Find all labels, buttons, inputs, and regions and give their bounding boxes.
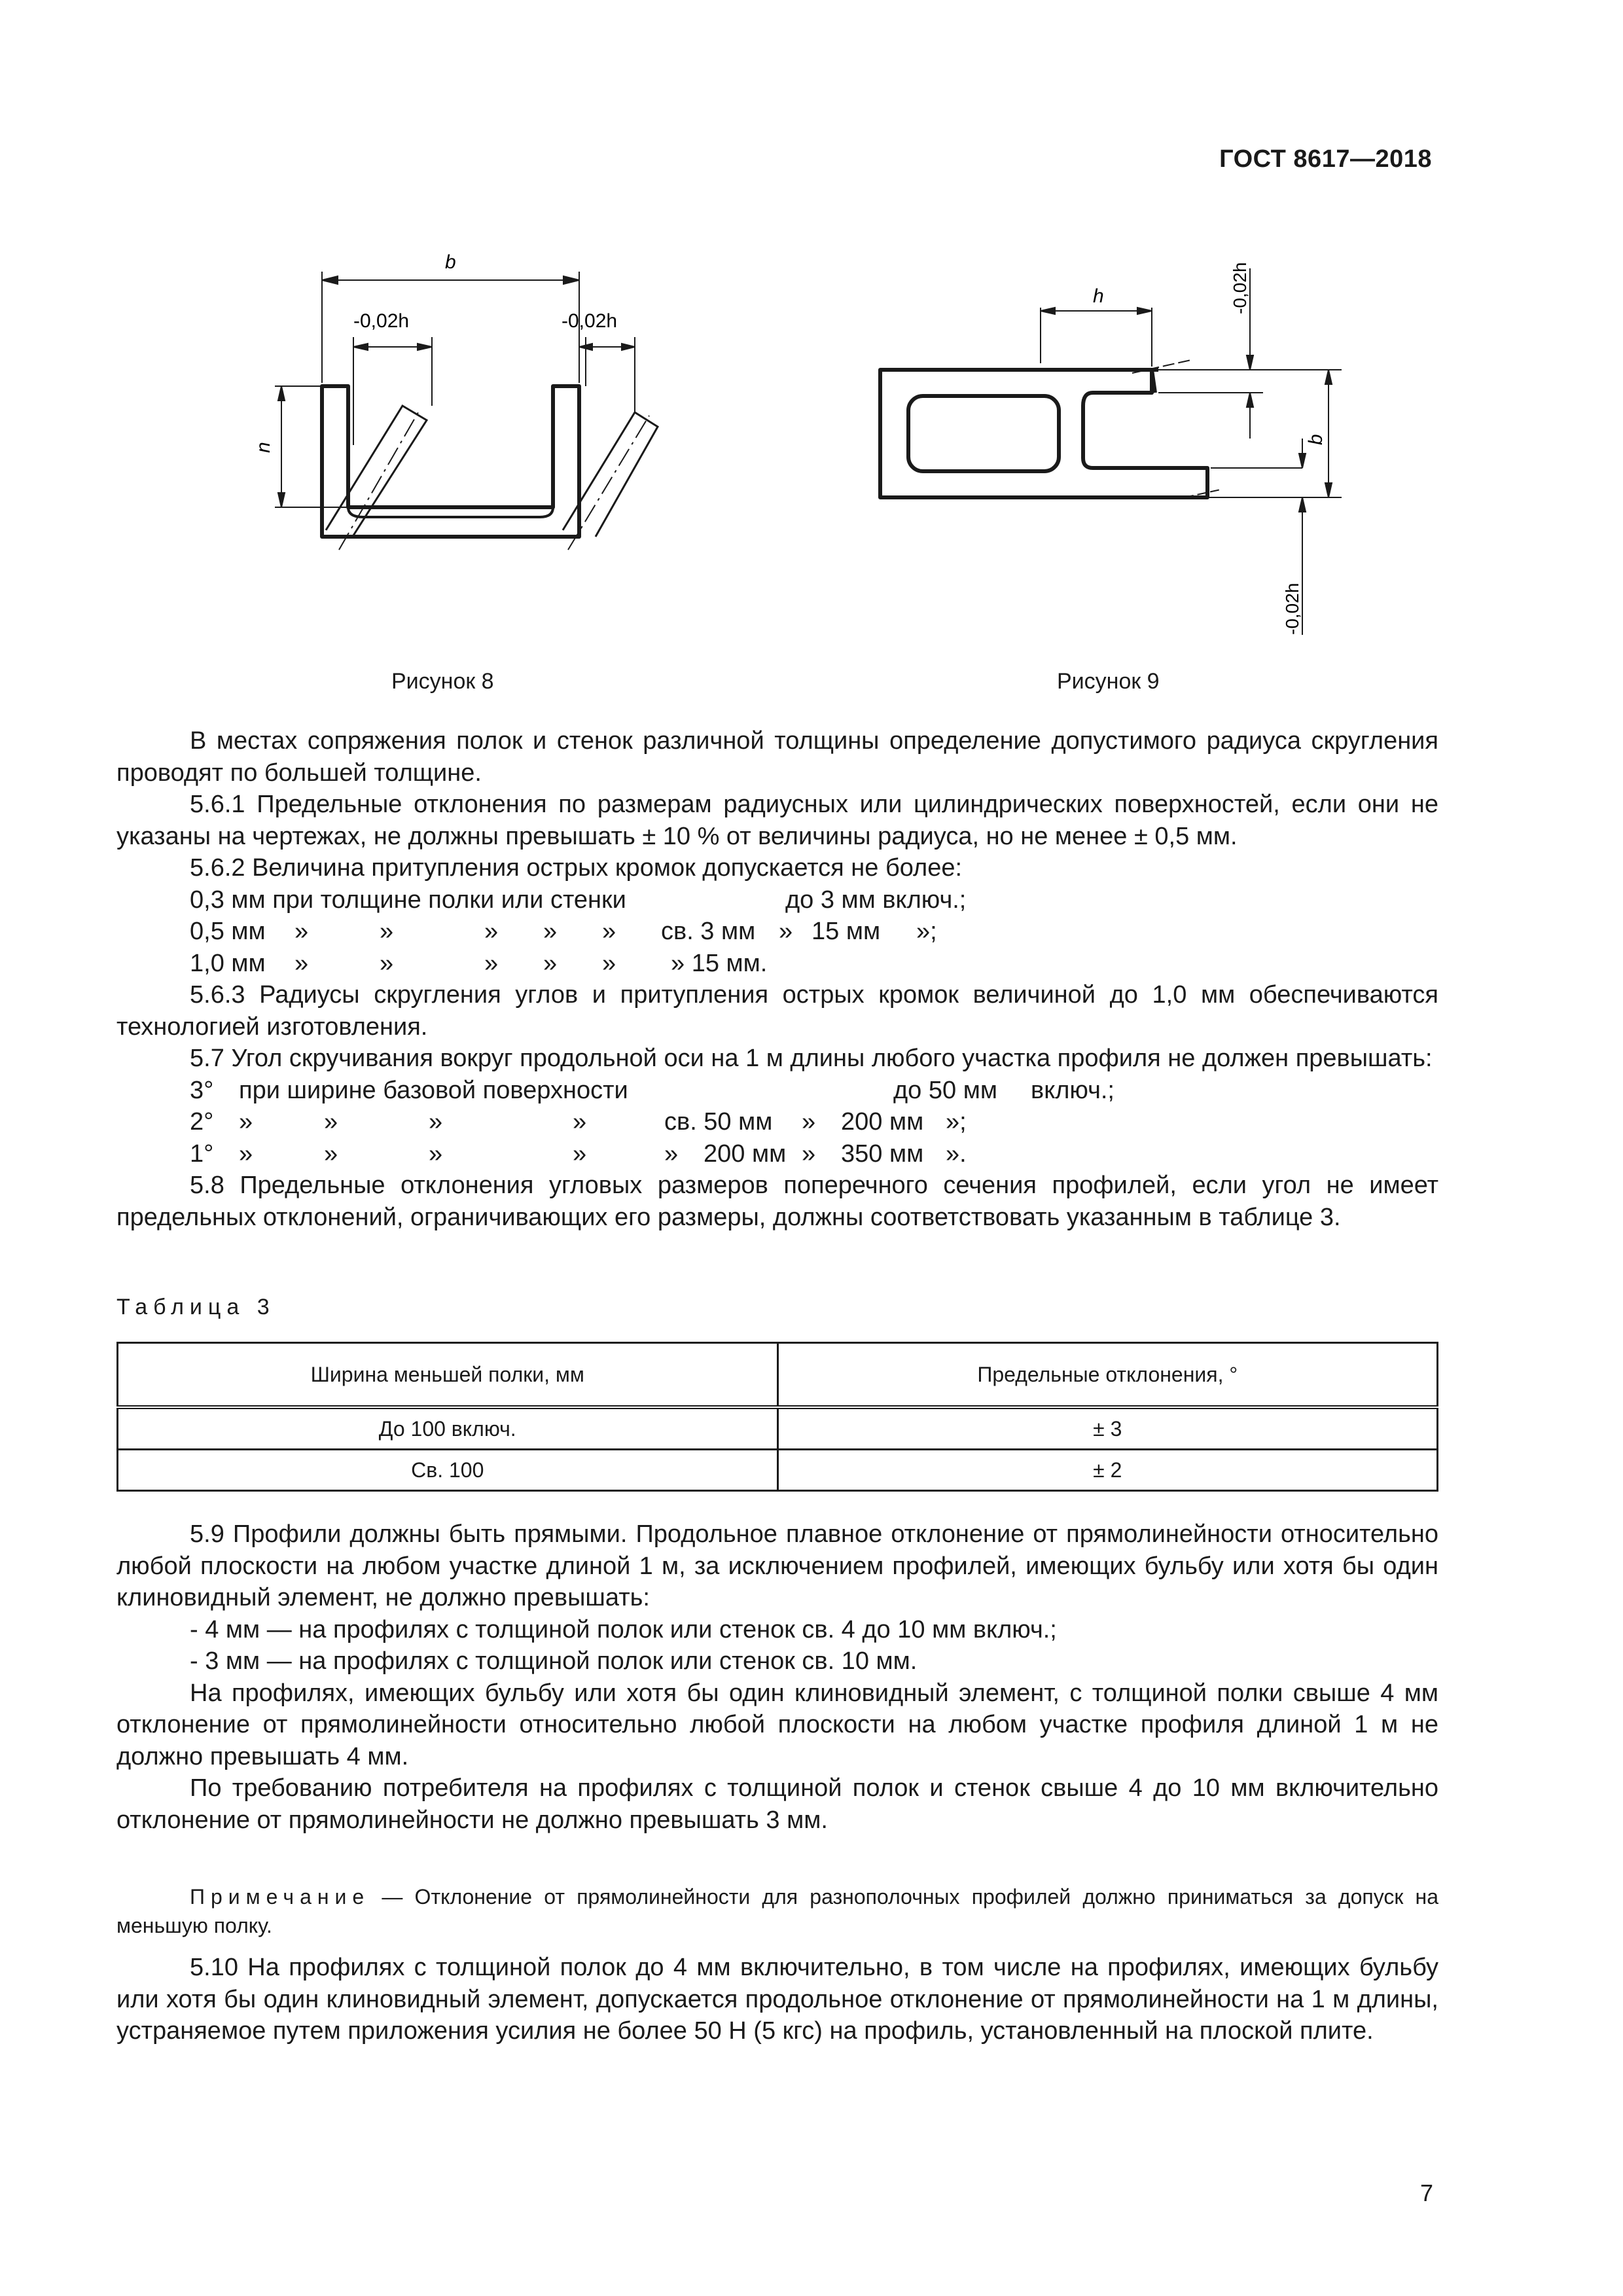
fig9-label-top-tol: -0,02h [1230, 262, 1250, 314]
body-section-3 [116, 1952, 1438, 2047]
paragraph-5-6-3: 5.6.3 Радиусы скругления углов и притупления острых кромок величиной до 1,0 мм обеспечиваются технологией изготовления. [116, 981, 1438, 1041]
note-label: Примечание [190, 1885, 370, 1909]
fig8-label-n: n [253, 442, 274, 453]
list-item-4mm: - 4 мм — на профилях с толщиной полок или стенок св. 4 до 10 мм включ.; [190, 1615, 1057, 1643]
box-profile-outline [880, 370, 1207, 497]
table-header-deviation: Предельные отклонения, ° [777, 1343, 1438, 1408]
fig9-label-b: b [1305, 434, 1327, 445]
paragraph-fillet-thickness: В местах сопряжения полок и стенок различной толщины определение допустимого радиуса скругления проводят по большей толщине. [116, 727, 1438, 787]
figure-8-caption: Рисунок 8 [391, 669, 494, 694]
paragraph-bulb: На профилях, имеющих бульбу или хотя бы один клиновидный элемент, с толщиной полки свыше 4 мм отклонение от прямолинейности относительно любой плоскости на любом участке профиля длиной 1 м не должно превышать 4 мм. [116, 1679, 1438, 1770]
blunt-row-2: 0,5 мм » » » » » св. 3 мм » 15 мм »; [190, 918, 937, 945]
note-text: — Отклонение от прямолинейности для разнополочных профилей должно приниматься за допуск на меньшую полку. [116, 1885, 1438, 1937]
table-header-width: Ширина меньшей полки, мм [118, 1343, 778, 1408]
fig9-label-h: h [1093, 285, 1104, 307]
table-3 [116, 1342, 1438, 1492]
twist-row-1: 3° при ширине базовой поверхности до 50 мм включ.; [190, 1076, 1115, 1104]
paragraph-5-8: 5.8 Предельные отклонения угловых размеров поперечного сечения профилей, если угол не имеет предельных отклонений, ограничивающих его размеры, должны соответствовать указанным в таблице 3. [116, 1172, 1438, 1231]
blunt-row-1: 0,3 мм при толщине полки или стенки до 3 мм включ.; [190, 886, 967, 914]
document-header: ГОСТ 8617—2018 [1219, 145, 1432, 173]
twist-row-3: 1° » » » » » 200 мм » 350 мм ». [190, 1139, 967, 1168]
fig8-label-b: b [445, 251, 456, 273]
paragraph-5-10: 5.10 На профилях с толщиной полок до 4 мм включительно, в том числе на профилях, имеющих бульбу или хотя бы один клиновидный элемент, допускается продольное отклонение от прямолинейности на 1 м длины, устраняемое путем приложения усилия не более 50 Н (5 кгс) на профиль, установленный на плоской плите. [116, 1954, 1438, 2045]
figure-9-caption: Рисунок 9 [1057, 669, 1160, 694]
paragraph-5-6-2: 5.6.2 Величина притупления острых кромок допускается не более: [190, 854, 963, 882]
body-section-2 [116, 1518, 1438, 1836]
paragraph-5-6-1: 5.6.1 Предельные отклонения по размерам радиусных или цилиндрических поверхностей, если они не указаны на чертежах, не должны превышать ± 10 % от величины радиуса, но не менее ± 0,5 мм. [116, 791, 1438, 850]
table-row: До 100 включ. ± 3 [118, 1407, 1438, 1450]
fig9-label-bottom-tol: -0,02h [1282, 583, 1302, 635]
note-block [116, 1882, 1438, 1940]
table-3-label: Таблица 3 [116, 1295, 276, 1319]
fig8-label-right-tol: -0,02h [562, 310, 618, 332]
figure-8-drawing [249, 242, 668, 563]
paragraph-5-7: 5.7 Угол скручивания вокруг продольной оси на 1 м длины любого участка профиля не должен превышать: [190, 1045, 1433, 1072]
blunt-row-3: 1,0 мм » » » » » » 15 мм. [190, 949, 768, 977]
body-section-1 [116, 725, 1438, 1233]
fig8-label-left-tol: -0,02h [353, 310, 410, 332]
paragraph-5-9: 5.9 Профили должны быть прямыми. Продольное плавное отклонение от прямолинейности относительно любой плоскости на любом участке длиной 1 м, за исключением профилей, имеющих бульбу или хотя бы один клиновидный элемент, не должно превышать: [116, 1520, 1438, 1611]
paragraph-consumer: По требованию потребителя на профилях с толщиной полок и стенок свыше 4 до 10 мм включительно отклонение от прямолинейности не должно превышать 3 мм. [116, 1774, 1438, 1834]
figure-9 [844, 242, 1381, 655]
twist-row-2: 2° » » » » св. 50 мм » 200 мм »; [190, 1108, 967, 1136]
page-number: 7 [1419, 2179, 1433, 2206]
box-inner-cavity [908, 396, 1059, 471]
table-row: Св. 100 ± 2 [118, 1450, 1438, 1491]
figure-9-drawing [844, 242, 1381, 655]
list-item-3mm: - 3 мм — на профилях с толщиной полок или стенок св. 10 мм. [190, 1647, 918, 1675]
channel-profile-outline [322, 386, 579, 537]
figure-8 [249, 242, 668, 563]
